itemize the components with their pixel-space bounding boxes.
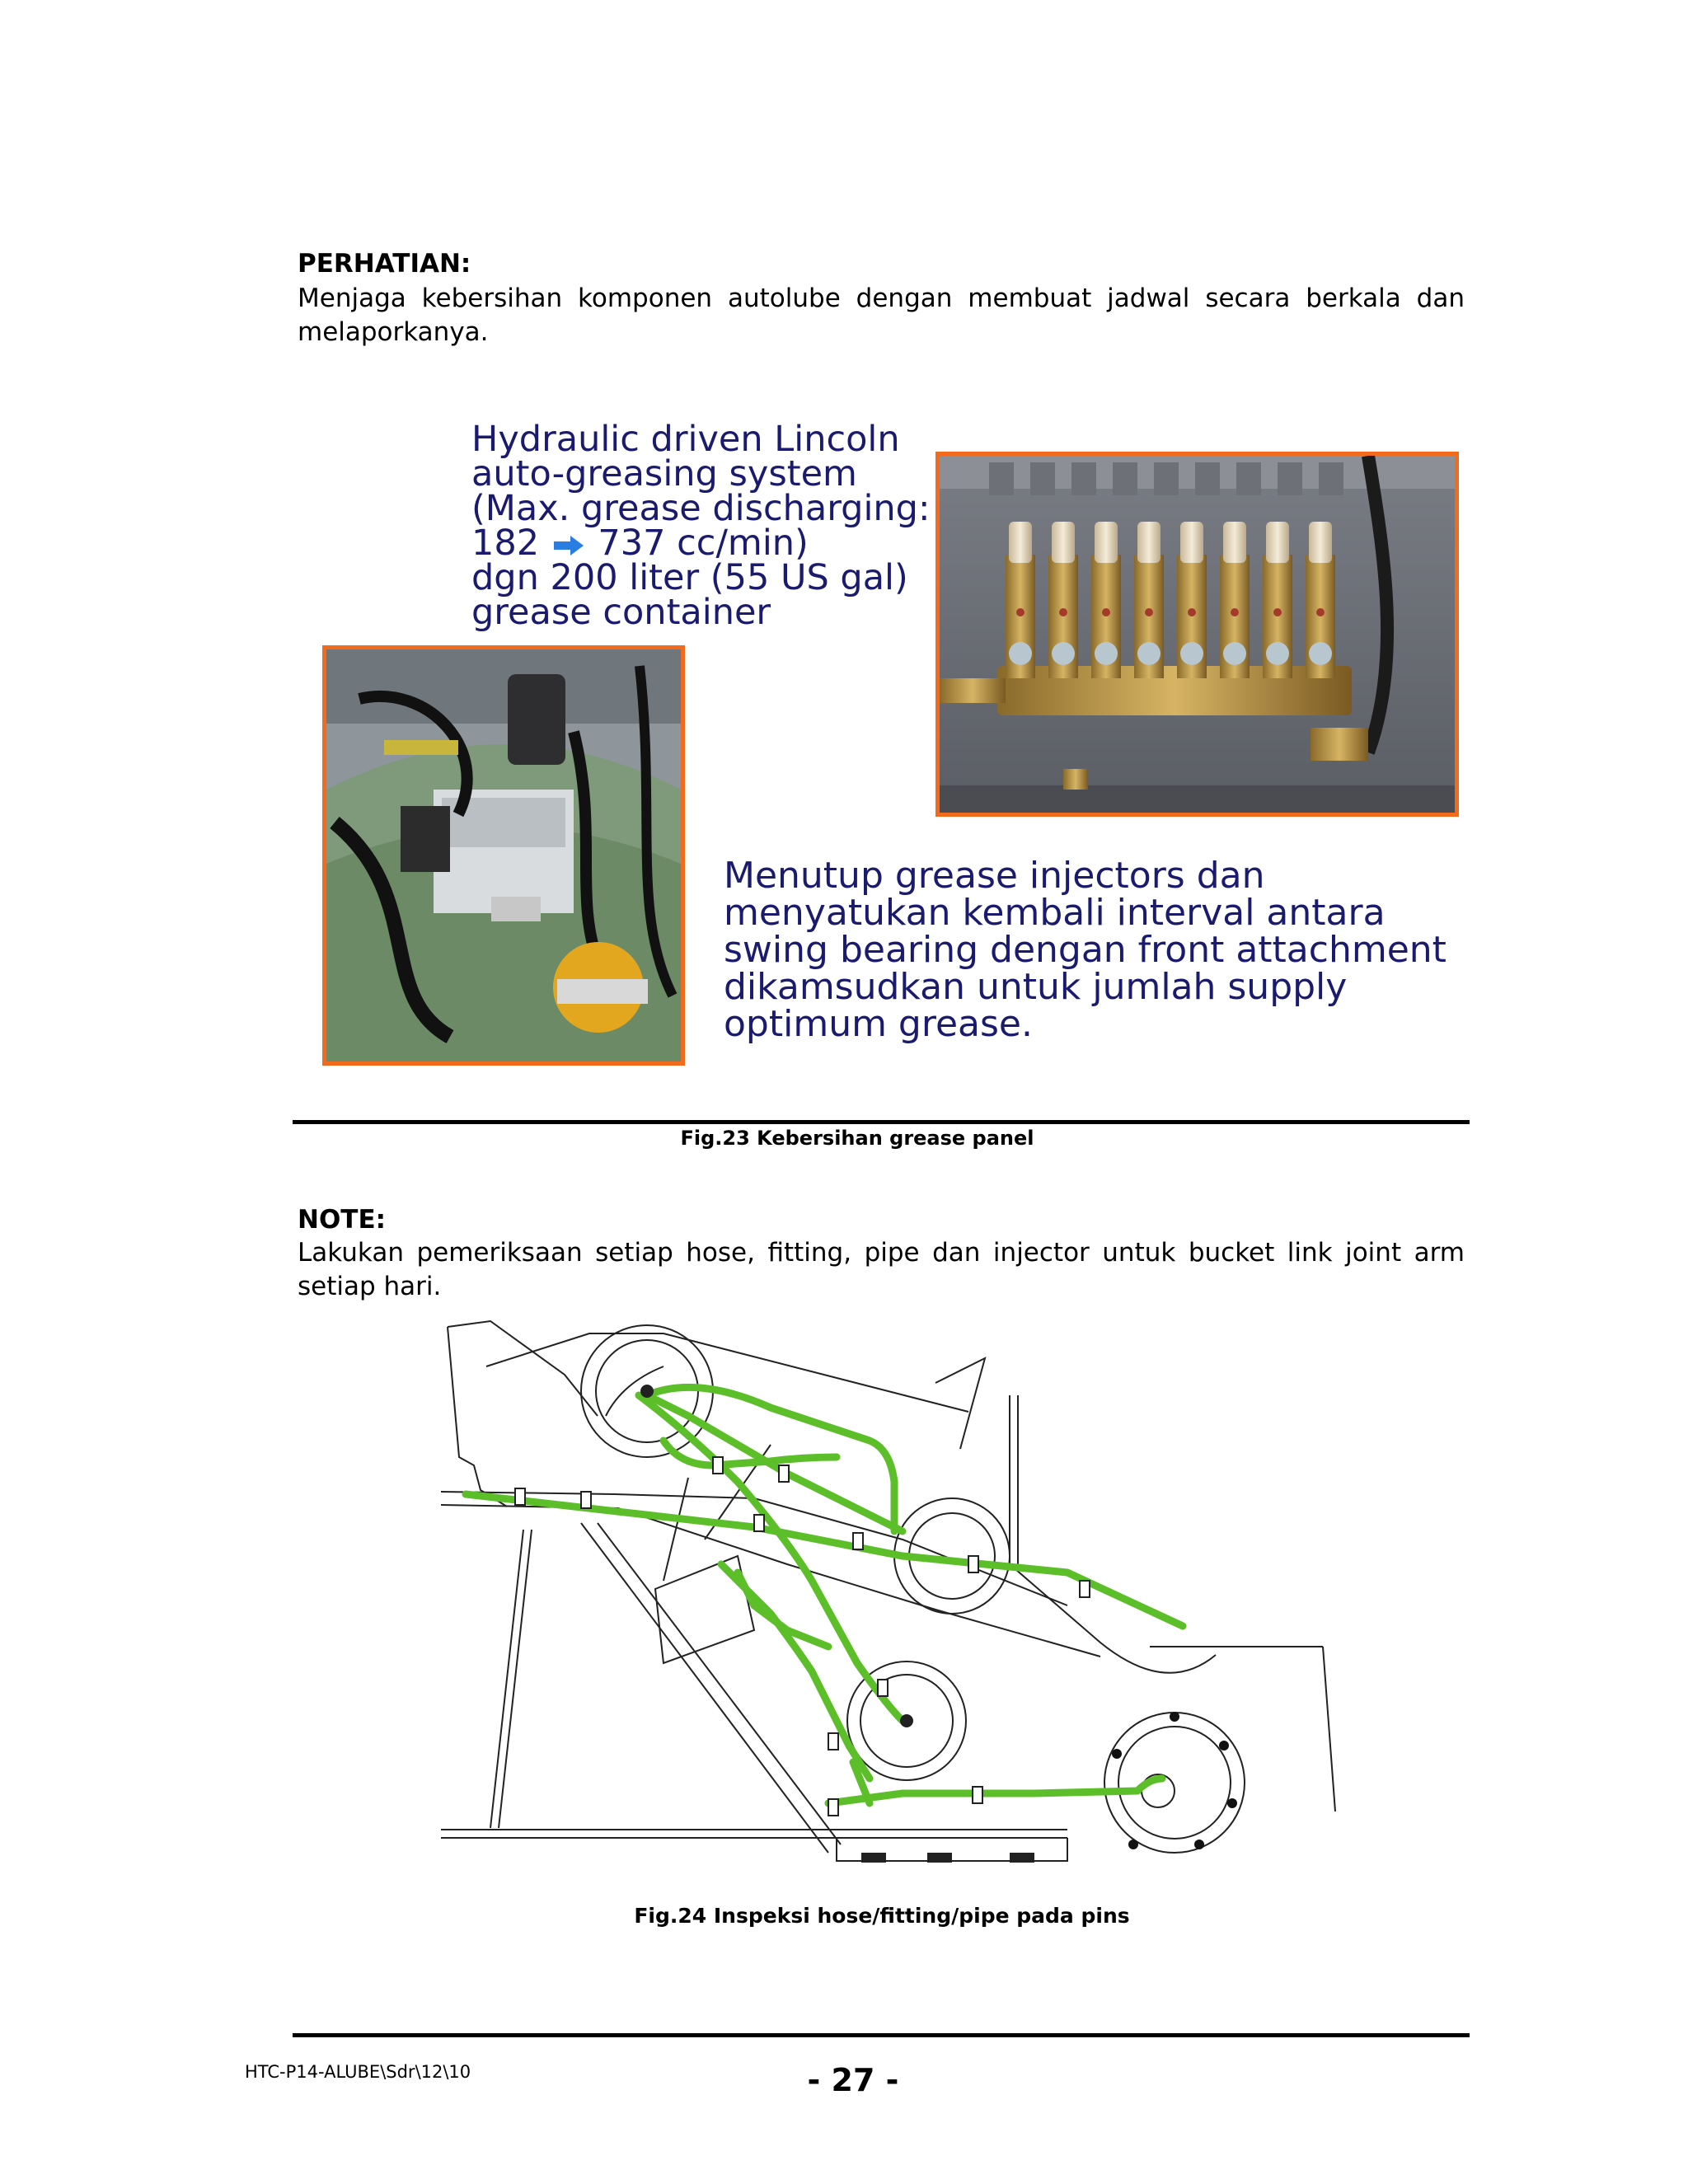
injector-manifold-illustration — [940, 456, 1455, 813]
figure24-caption: Fig.24 Inspeksi hose/fitting/pipe pada pins — [634, 1904, 1130, 1928]
right-arrow-icon — [552, 533, 585, 558]
grease-pump-photo — [322, 645, 685, 1066]
hose-routing-diagram — [441, 1317, 1339, 1877]
annotation-line: (Max. grease discharging: — [471, 488, 931, 529]
injector-manifold-photo — [935, 452, 1459, 817]
annotation-line: Menutup grease injectors dan — [724, 855, 1265, 897]
annotation-line: auto-greasing system — [471, 453, 857, 494]
discharge-max: 737 cc/min) — [598, 523, 809, 564]
attention-heading: PERHATIAN: — [298, 249, 471, 279]
annotation-line: Hydraulic driven Lincoln — [471, 419, 900, 460]
annotation-line — [471, 523, 933, 564]
arm-hose-drawing — [441, 1317, 1339, 1877]
discharge-min: 182 — [471, 523, 540, 564]
annotation-line: dikamsudkan untuk jumlah supply — [724, 966, 1348, 1008]
annotation-line: grease container — [471, 592, 771, 633]
injector-annotation — [724, 857, 1465, 1043]
lincoln-system-annotation — [471, 419, 933, 633]
document-code: HTC-P14-ALUBE\Sdr\12\10 — [245, 2062, 471, 2082]
annotation-line: optimum grease. — [724, 1003, 1033, 1045]
note-text: Lakukan pemeriksaan setiap hose, fitting, pipe dan injector untuk bucket link joint arm setiap hari. — [298, 1238, 1465, 1301]
figure23-caption: Fig.23 Kebersihan grease panel — [680, 1127, 1034, 1150]
annotation-line: menyatukan kembali interval antara — [724, 892, 1386, 934]
annotation-line: swing bearing dengan front attachment — [724, 929, 1447, 971]
divider — [293, 1120, 1470, 1124]
attention-text: Menjaga kebersihan komponen autolube dengan membuat jadwal secara berkala dan melaporkanya. — [298, 284, 1465, 347]
footer-divider — [293, 2033, 1470, 2037]
page-number: - 27 - — [807, 2062, 899, 2098]
note-heading: NOTE: — [298, 1205, 387, 1235]
annotation-line: dgn 200 liter (55 US gal) — [471, 557, 908, 598]
grease-pump-illustration — [326, 649, 681, 1062]
